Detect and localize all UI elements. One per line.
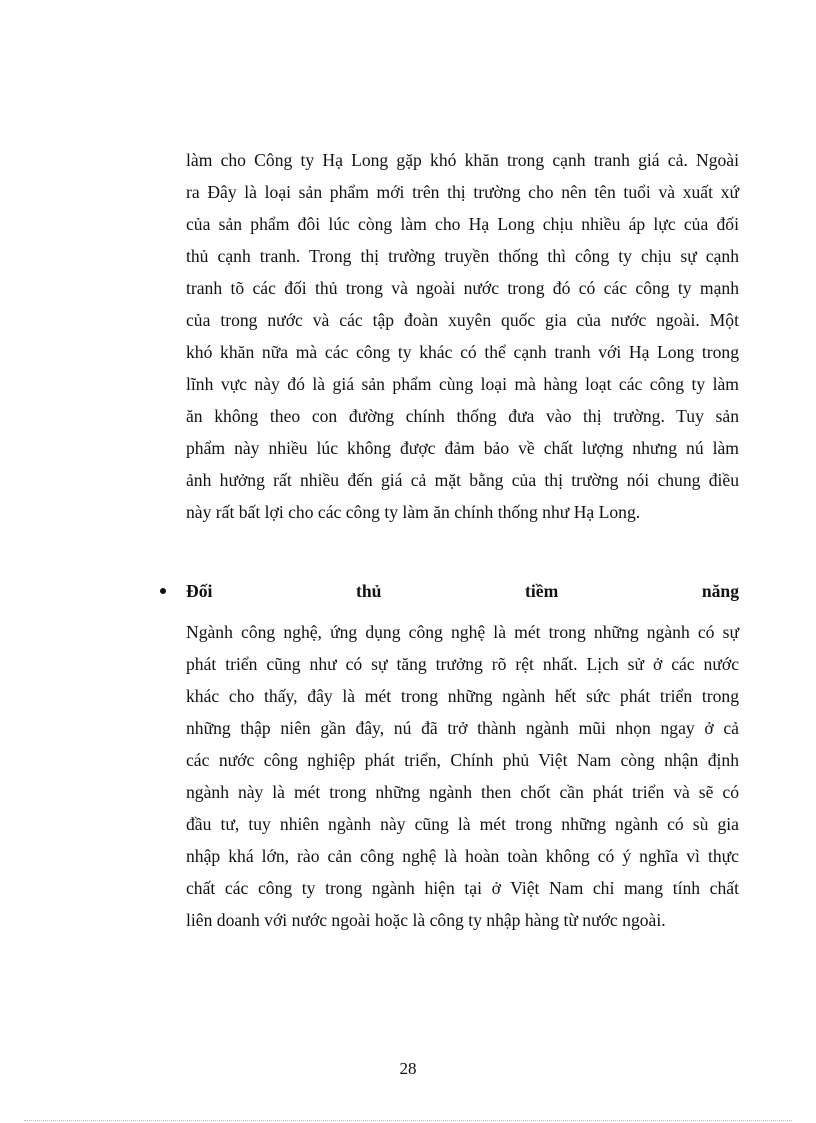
text-line: ra Đây là loại sản phẩm mới trên thị trường cho nên tên tuổi và xuất xứ	[186, 182, 739, 202]
text-line: làm cho Công ty Hạ Long gặp khó khăn trong cạnh tranh giá cả. Ngoài	[186, 150, 739, 170]
text-line: ảnh hưởng rất nhiều đến giá cả mặt bằng của thị trường nói chung điều	[186, 470, 739, 490]
text-line: khác cho thấy, đây là mét trong những ngành hết sức phát triển trong	[186, 686, 739, 706]
text-line: khó khăn nữa mà các công ty khác có thể cạnh tranh với Hạ Long trong	[186, 342, 739, 362]
text-line: những thập niên gần đây, nú đã trở thành ngành mũi nhọn ngay ở cả	[186, 718, 739, 738]
text-line: các nước công nghiệp phát triển, Chính phủ Việt Nam còng nhận định	[186, 750, 739, 770]
text-line: ăn không theo con đường chính thống đưa vào thị trường. Tuy sản	[186, 406, 739, 426]
section-heading	[186, 575, 739, 607]
text-line: nhập khá lớn, rào cản công nghệ là hoàn toàn không có ý nghĩa vì thực	[186, 846, 739, 866]
text-line: đầu tư, tuy nhiên ngành này cũng là mét trong những ngành có sù gia	[186, 814, 739, 834]
text-line: này rất bất lợi cho các công ty làm ăn chính thống như Hạ Long.	[186, 502, 641, 522]
paragraph-potential-competitors	[186, 616, 739, 936]
heading-word: thủ	[355, 581, 382, 601]
text-line: Ngành công nghệ, ứng dụng công nghệ là mét trong những ngành có sự	[186, 622, 739, 642]
paragraph-competition	[186, 144, 739, 528]
text-line: phẩm này nhiều lúc không được đảm bảo về chất lượng nhưng nú làm	[186, 438, 739, 458]
heading-word: năng	[701, 581, 739, 601]
text-line: của trong nước và các tập đoàn xuyên quốc gia của nước ngoài. Một	[186, 310, 739, 330]
heading-word: tiềm	[525, 581, 559, 601]
text-line: của sản phẩm đôi lúc còng làm cho Hạ Long chịu nhiều áp lực của đối	[186, 214, 739, 234]
text-line: ngành này là mét trong những ngành then chốt cần phát triển và sẽ có	[186, 782, 739, 802]
text-line: lĩnh vực này đó là giá sản phẩm cùng loại mà hàng loạt các công ty làm	[186, 374, 739, 394]
page-number: 28	[399, 1059, 417, 1078]
footer-divider	[24, 1120, 792, 1121]
text-line: phát triển cũng như có sự tăng trưởng rõ rệt nhất. Lịch sử ở các nước	[186, 654, 739, 674]
text-line: thủ cạnh tranh. Trong thị trường truyền thống thì công ty chịu sự cạnh	[186, 246, 739, 266]
text-line: liên doanh với nước ngoài hoặc là công ty nhập hàng từ nước ngoài.	[186, 910, 666, 930]
heading-word: Đối	[186, 581, 213, 601]
text-line: tranh tõ các đối thủ trong và ngoài nước trong đó có các công ty mạnh	[186, 278, 739, 298]
bullet-heading-potential-competitors	[160, 575, 740, 607]
text-line: chất các công ty trong ngành hiện tại ở Việt Nam chỉ mang tính chất	[186, 878, 739, 898]
bullet-icon	[160, 588, 166, 594]
